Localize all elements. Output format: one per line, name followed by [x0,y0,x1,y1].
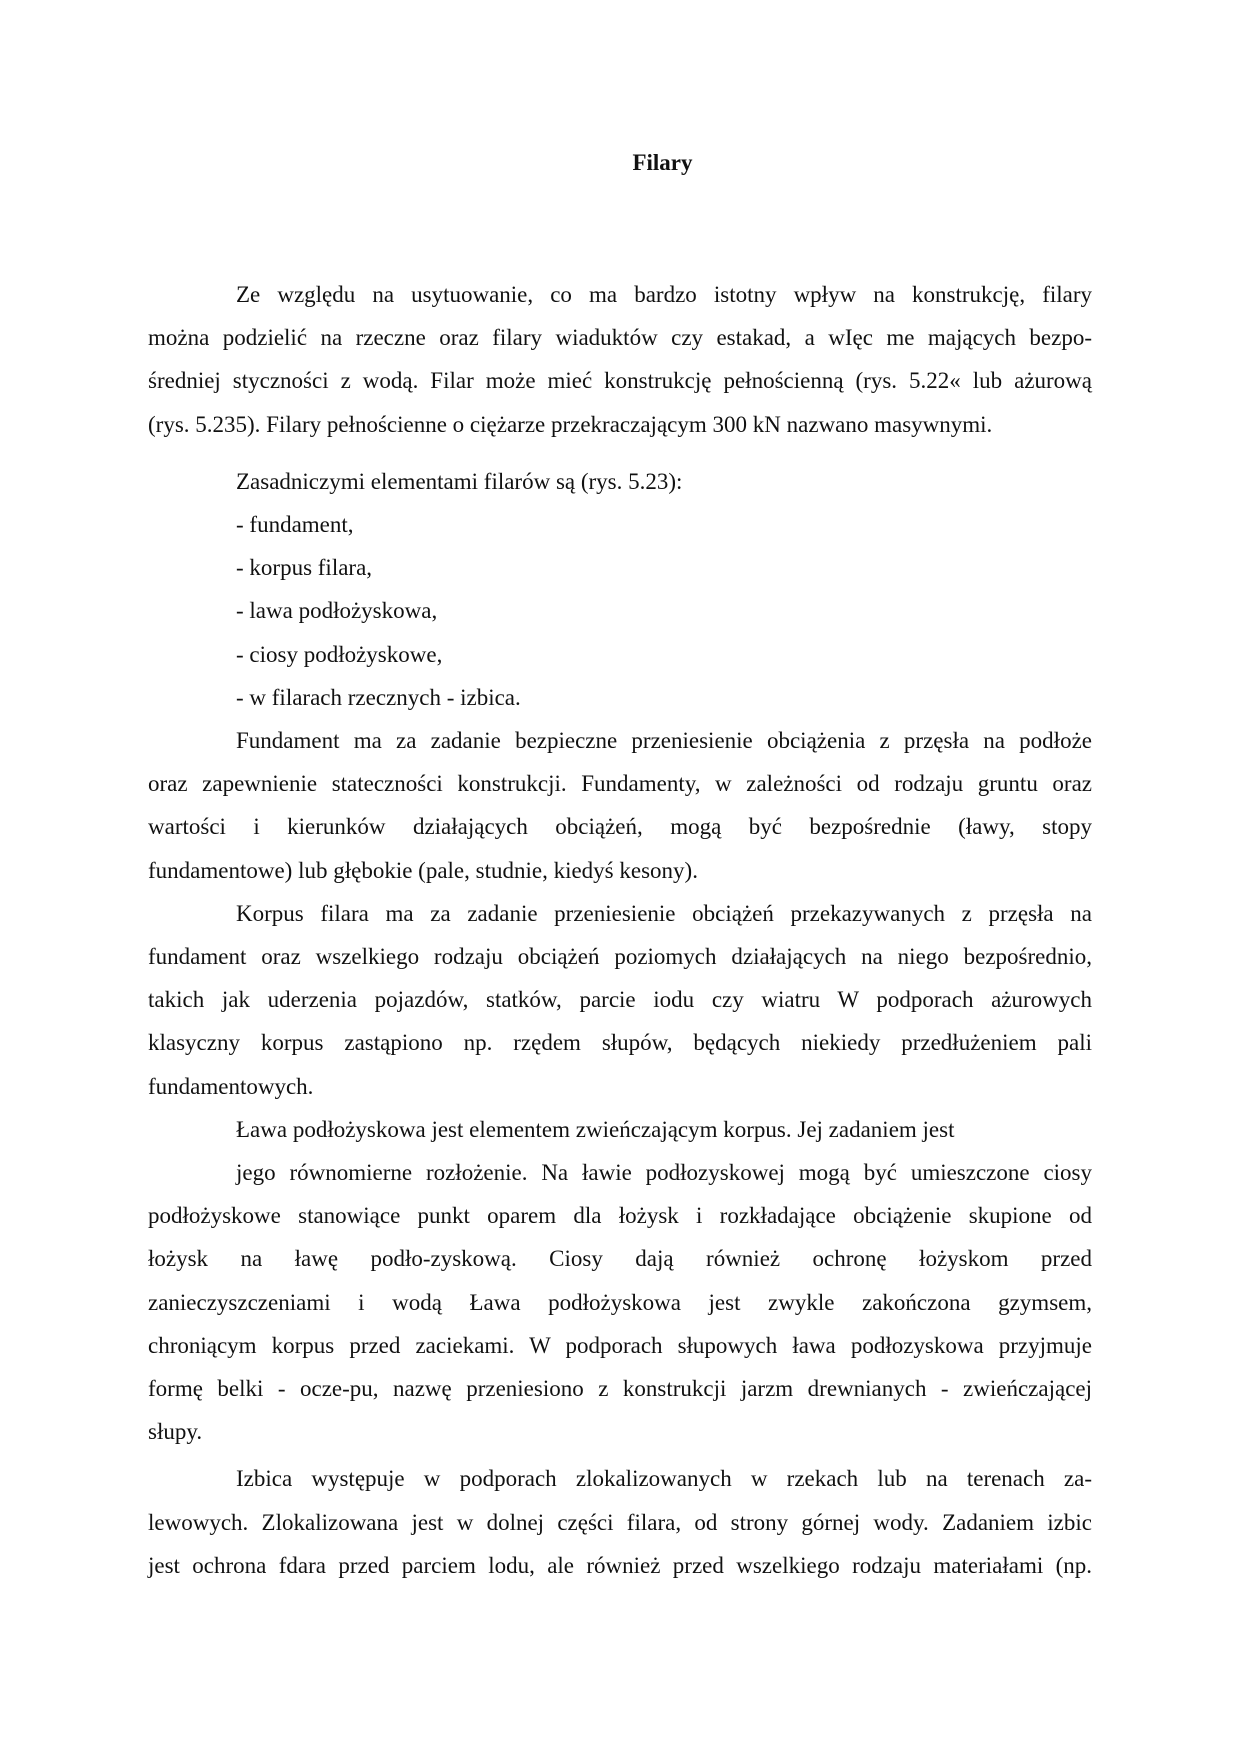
list-item: - korpus filara, [236,555,373,581]
text-line: jest ochrona fdara przed parciem lodu, ale również przed wszelkiego rodzaju materiałami (np. [148,1552,1092,1578]
list-item: - fundament, [236,512,354,538]
paragraph-izbica [148,1457,1092,1587]
paragraph-korpus [148,892,1092,1108]
list-item: - ciosy podłożyskowe, [236,641,443,667]
text-line: fundament oraz wszelkiego rodzaju obciążeń poziomych działających na niego bezpośrednio, [148,944,1092,970]
text-line: (rys. 5.235). Filary pełnościenne o ciężarze przekraczającym 300 kN nazwano masywnymi. [148,411,993,437]
text-line: podłożyskowe stanowiące punkt oparem dla łożysk i rozkładające obciążenie skupione od [148,1203,1092,1229]
text-line: Izbica występuje w podporach zlokalizowanych w rzekach lub na terenach za- [236,1466,1092,1492]
text-line: można podzielić na rzeczne oraz filary wiaduktów czy estakad, a wIęc me mających bezpo- [148,325,1092,351]
paragraph-fundament [148,719,1092,892]
list-item: - w filarach rzecznych - izbica. [236,684,521,710]
document-title: Filary [632,150,693,175]
text-line: fundamentowych. [148,1073,314,1099]
text-line: jego równomierne rozłożenie. Na ławie podłozyskowej mogą być umieszczone ciosy [236,1160,1092,1186]
text-line: formę belki - ocze-pu, nazwę przeniesiono z konstrukcji jarzm drewnianych - zwieńczającej [148,1376,1092,1402]
list-item: - lawa podłożyskowa, [236,598,438,624]
text-line: łożysk na ławę podło-zyskową. Ciosy dają również ochronę łożyskom przed [148,1246,1092,1272]
elements-list [148,503,1092,719]
list-intro: Zasadniczymi elementami filarów są (rys. 5.23): [236,468,683,494]
text-line: średniej styczności z wodą. Filar może mieć konstrukcję pełnościenną (rys. 5.22« lub ażurową [148,368,1092,394]
text-line: zanieczyszczeniami i wodą Ława podłożyskowa jest zwykle zakończona gzymsem, [148,1289,1092,1315]
text-line: oraz zapewnienie stateczności konstrukcji. Fundamenty, w zależności od rodzaju gruntu oraz [148,771,1092,797]
paragraph-lawa [148,1108,1092,1454]
text-line: lewowych. Zlokalizowana jest w dolnej części filara, od strony górnej wody. Zadaniem izbic [148,1509,1092,1535]
text-line: Fundament ma za zadanie bezpieczne przeniesienie obciążenia z przęsła na podłoże [236,728,1092,754]
text-line: wartości i kierunków działających obciążeń, mogą być bezpośrednie (ławy, stopy [148,814,1092,840]
text-line: Ława podłożyskowa jest elementem zwieńczającym korpus. Jej zadaniem jest [236,1116,955,1142]
text-line: fundamentowe) lub głębokie (pale, studnie, kiedyś kesony). [148,857,698,883]
text-line: takich jak uderzenia pojazdów, statków, parcie iodu czy wiatru W podporach ażurowych [148,987,1092,1013]
text-line: chroniącym korpus przed zaciekami. W podporach słupowych ława podłozyskowa przyjmuje [148,1332,1092,1358]
text-line: Ze względu na usytuowanie, co ma bardzo istotny wpływ na konstrukcję, filary [236,282,1092,307]
text-line: Korpus filara ma za zadanie przeniesienie obciążeń przekazywanych z przęsła na [236,900,1092,926]
paragraph-intro [148,273,1092,446]
text-line: klasyczny korpus zastąpiono np. rzędem słupów, będących niekiedy przedłużeniem pali [148,1030,1092,1056]
text-line: słupy. [148,1419,203,1445]
document-body [148,273,1092,1587]
